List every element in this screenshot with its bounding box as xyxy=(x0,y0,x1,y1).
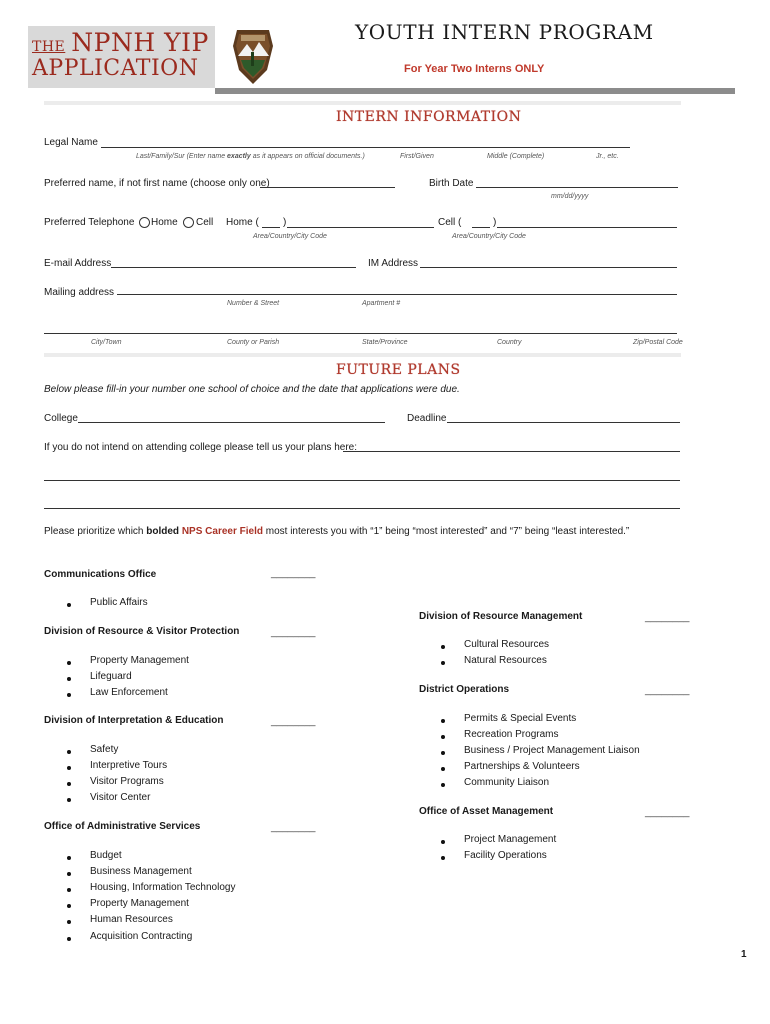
deadline-field[interactable] xyxy=(447,422,680,423)
list-item: Housing, Information Technology xyxy=(90,882,236,893)
mailing-street-field[interactable] xyxy=(117,294,677,295)
birth-date-label: Birth Date xyxy=(429,178,474,189)
bullet-icon xyxy=(441,856,445,860)
rank-blank[interactable]: ________ xyxy=(645,807,690,818)
plans-field-1[interactable] xyxy=(343,451,680,452)
prioritize-post: most interests you with “1” being “most interested” and “7” being “least interested.” xyxy=(262,526,630,537)
birth-date-field[interactable] xyxy=(476,187,678,188)
bullet-icon xyxy=(67,693,71,697)
list-item: Property Management xyxy=(90,898,189,909)
page-title: YOUTH INTERN PROGRAM xyxy=(355,20,654,44)
list-item: Natural Resources xyxy=(464,655,547,666)
field-title: Communications Office xyxy=(44,569,157,580)
page-number: 1 xyxy=(741,949,747,960)
list-item: Partnerships & Volunteers xyxy=(464,761,580,772)
preferred-telephone-label: Preferred Telephone xyxy=(44,217,135,228)
not-college-label: If you do not intend on attending college please tell us your plans here: xyxy=(44,442,357,453)
hint-last-bold: exactly xyxy=(227,153,251,160)
rank-blank[interactable]: ________ xyxy=(645,612,690,623)
list-item: Visitor Programs xyxy=(90,776,164,787)
bullet-icon xyxy=(67,782,71,786)
list-item: Recreation Programs xyxy=(464,729,559,740)
rank-blank[interactable]: ________ xyxy=(271,627,316,638)
field-title: District Operations xyxy=(419,684,510,695)
home-phone-field[interactable] xyxy=(287,227,434,228)
prioritize-pre: Please prioritize which xyxy=(44,526,147,537)
prioritize-bold: bolded xyxy=(146,526,180,537)
legal-name-label: Legal Name xyxy=(44,137,98,148)
hint-last-post: as it appears on official documents.) xyxy=(250,153,365,160)
page-subtitle: For Year Two Interns ONLY xyxy=(404,63,545,75)
list-item: Safety xyxy=(90,744,119,755)
hint-country: Country xyxy=(497,339,522,346)
email-field[interactable] xyxy=(111,267,356,268)
list-item: Business / Project Management Liaison xyxy=(464,745,640,756)
hint-city: City/Town xyxy=(91,339,122,346)
bullet-icon xyxy=(67,904,71,908)
bullet-icon xyxy=(441,719,445,723)
bullet-icon xyxy=(441,735,445,739)
brand-title-line1 xyxy=(32,28,209,57)
field-title: Division of Resource Management xyxy=(419,611,583,622)
hint-apartment: Apartment # xyxy=(362,300,401,307)
list-item: Property Management xyxy=(90,655,189,666)
section-title-intern: INTERN INFORMATION xyxy=(336,109,522,125)
field-title: Office of Asset Management xyxy=(419,806,554,817)
section-divider xyxy=(44,353,681,357)
list-item: Public Affairs xyxy=(90,597,148,608)
phone-home-option: Home xyxy=(151,217,178,228)
im-label: IM Address xyxy=(368,258,419,269)
section-title-future: FUTURE PLANS xyxy=(336,362,461,378)
list-item: Human Resources xyxy=(90,914,173,925)
bullet-icon xyxy=(441,661,445,665)
cell-area-code-field[interactable] xyxy=(472,227,490,228)
college-label: College xyxy=(44,413,78,424)
bullet-icon xyxy=(441,783,445,787)
hint-zip: Zip/Postal Code xyxy=(633,339,683,346)
list-item: Visitor Center xyxy=(90,792,151,803)
prioritize-instruction xyxy=(44,526,629,537)
list-item: Acquisition Contracting xyxy=(90,931,193,942)
preferred-name-field[interactable] xyxy=(260,187,395,188)
bullet-icon xyxy=(441,645,445,649)
im-field[interactable] xyxy=(420,267,677,268)
mailing-address-label: Mailing address xyxy=(44,287,115,298)
list-item: Lifeguard xyxy=(90,671,132,682)
field-title: Office of Administrative Services xyxy=(44,821,201,832)
bullet-icon xyxy=(67,872,71,876)
list-item: Facility Operations xyxy=(464,850,547,861)
hint-suffix: Jr., etc. xyxy=(596,153,619,160)
email-label: E-mail Address xyxy=(44,258,112,269)
prioritize-red: NPS Career Field xyxy=(181,526,263,537)
list-item: Cultural Resources xyxy=(464,639,550,650)
section-divider xyxy=(44,101,681,105)
home-paren-close: ) xyxy=(283,217,287,228)
bullet-icon xyxy=(67,920,71,924)
list-item: Project Management xyxy=(464,834,557,845)
phone-cell-radio[interactable] xyxy=(183,217,194,228)
plans-field-3[interactable] xyxy=(44,508,680,509)
brand-npnh-yip: NPNH YIP xyxy=(71,28,209,57)
future-intro: Below please fill-in your number one school of choice and the date that applications were due. xyxy=(44,384,460,395)
bullet-icon xyxy=(441,840,445,844)
field-title: Division of Interpretation & Education xyxy=(44,715,224,726)
header-divider xyxy=(215,88,735,94)
bullet-icon xyxy=(67,798,71,802)
bullet-icon xyxy=(67,677,71,681)
field-title: Division of Resource & Visitor Protection xyxy=(44,626,240,637)
hint-street: Number & Street xyxy=(227,300,280,307)
home-area-hint: Area/Country/City Code xyxy=(253,233,327,240)
list-item: Business Management xyxy=(90,866,192,877)
bullet-icon xyxy=(67,937,71,941)
home-area-code-field[interactable] xyxy=(262,227,280,228)
rank-blank[interactable]: ________ xyxy=(271,822,316,833)
rank-blank[interactable]: ________ xyxy=(271,568,316,579)
list-item: Interpretive Tours xyxy=(90,760,168,771)
bullet-icon xyxy=(67,661,71,665)
hint-state: State/Province xyxy=(362,339,408,346)
phone-cell-option: Cell xyxy=(196,217,214,228)
nps-arrowhead-logo xyxy=(229,26,277,86)
phone-home-radio[interactable] xyxy=(139,217,150,228)
hint-county: County or Parish xyxy=(227,339,280,346)
bullet-icon xyxy=(67,856,71,860)
home-phone-label: Home ( xyxy=(226,217,259,228)
deadline-label: Deadline xyxy=(407,413,447,424)
rank-blank[interactable]: ________ xyxy=(271,716,316,727)
mailing-city-field[interactable] xyxy=(44,333,677,334)
college-field[interactable] xyxy=(78,422,385,423)
bullet-icon xyxy=(441,767,445,771)
cell-phone-field[interactable] xyxy=(497,227,677,228)
bullet-icon xyxy=(441,751,445,755)
cell-paren-close: ) xyxy=(493,217,497,228)
brand-the: THE xyxy=(32,39,66,55)
plans-field-2[interactable] xyxy=(44,480,680,481)
hint-middle-name: Middle (Complete) xyxy=(487,153,545,160)
rank-blank[interactable]: ________ xyxy=(645,685,690,696)
hint-last-name xyxy=(136,153,365,160)
hint-first-name: First/Given xyxy=(400,153,434,160)
bullet-icon xyxy=(67,766,71,770)
legal-name-field[interactable] xyxy=(101,147,630,148)
preferred-name-label: Preferred name, if not first name (choose only one) xyxy=(44,178,270,189)
cell-area-hint: Area/Country/City Code xyxy=(452,233,526,240)
list-item: Permits & Special Events xyxy=(464,713,577,724)
date-format-hint: mm/dd/yyyy xyxy=(551,193,589,200)
bullet-icon xyxy=(67,603,71,607)
list-item: Budget xyxy=(90,850,122,861)
bullet-icon xyxy=(67,888,71,892)
brand-title-line2: APPLICATION xyxy=(32,56,199,81)
list-item: Community Liaison xyxy=(464,777,550,788)
bullet-icon xyxy=(67,750,71,754)
list-item: Law Enforcement xyxy=(90,687,168,698)
cell-phone-label: Cell ( xyxy=(438,217,462,228)
hint-last-pre: Last/Family/Sur (Enter name xyxy=(136,153,228,160)
